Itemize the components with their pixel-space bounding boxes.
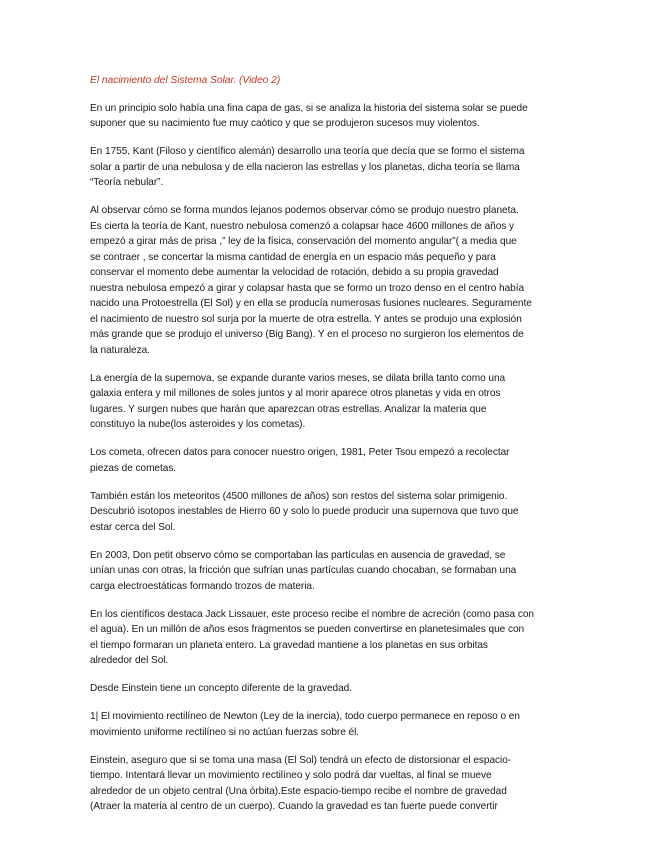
text-line: unían unas con otras, la fricción que sufrían unas partículas cuando chocaban, se formaban una: [90, 565, 517, 576]
text-line: En 1755, Kant (Filoso y científico alemán) desarrollo una teoría que decía que se formo el sistema: [90, 146, 525, 157]
text-line: (Atraer la materia al centro de un cuerpo). Cuando la gravedad es tan fuerte puede convertir: [90, 801, 498, 812]
text-line: se contraer , se concertar la misma cantidad de energía en un espacio más pequeño y para: [90, 251, 496, 263]
text-line: suponer que su nacimiento fue muy caótico y que se produjeron sucesos muy violentos.: [90, 118, 480, 129]
text-line: el tiempo formaran un planeta entero. La gravedad mantiene a los planetas en sus orbitas: [90, 639, 488, 651]
text-line: conservar el momento debe aumentar la velocidad de rotación, debido a su propia gravedad: [90, 267, 499, 278]
paragraph: [90, 607, 568, 669]
text-line: tiempo. Intentará llevar un movimiento rectilíneo y solo podrá dar vueltas, al final se mueve: [90, 770, 492, 781]
text-line: En un principio solo había una fina capa de gas, si se analiza la historia del sistema solar se puede: [90, 102, 528, 114]
text-line: alrededor del Sol.: [90, 655, 169, 666]
text-line: En 2003, Don petit observo cómo se comportaban las partículas en ausencia de gravedad, se: [90, 549, 506, 561]
text-line: La energía de la supernova, se expande durante varios meses, se dilata brilla tanto como una: [90, 372, 506, 384]
paragraph: [90, 371, 568, 433]
text-line: carga electroestáticas formando trozos de materia.: [90, 580, 315, 592]
text-line: movimiento uniforme rectilíneo si no actúan fuerzas sobre él.: [90, 726, 360, 738]
text-line: Los cometa, ofrecen datos para conocer nuestro origen, 1981, Peter Tsou empezó a recolectar: [90, 447, 510, 458]
text-line: Desde Einstein tiene un concepto diferente de la gravedad.: [90, 683, 352, 694]
paragraph: [90, 445, 568, 476]
text-line: estar cerca del Sol.: [90, 521, 176, 533]
text-line: alrededor de un objeto central (Una órbita).Este espacio-tiempo recibe el nombre de gravedad: [90, 785, 507, 797]
paragraph: [90, 144, 568, 191]
text-line: Es cierta la teoría de Kant, nuestro nebulosa comenzó a colapsar hace 4600 millones de años y: [90, 220, 515, 232]
paragraph: [90, 203, 568, 358]
text-line: solar a partir de una nebulosa y de ella nacieron las estrellas y los planetas, dicha teoría se llama: [90, 161, 520, 173]
text-line: lugares. Y surgen nubes que harán que aparezcan otras estrellas. Analizar la materia que: [90, 403, 487, 415]
paragraph-list: [90, 101, 568, 815]
paragraph: [90, 101, 568, 132]
paragraph: [90, 681, 568, 697]
text-line: galaxia entera y mil millones de soles juntos y al morir aparece otros planetas y vida en otros: [90, 388, 501, 399]
document-title: El nacimiento del Sistema Solar. (Video 2): [90, 75, 281, 86]
document-body: [90, 73, 568, 827]
text-line: Einstein, aseguro que si se toma una masa (El Sol) tendrá un efecto de distorsionar el espacio-: [90, 754, 512, 766]
text-line: piezas de cometas.: [90, 462, 177, 474]
paragraph: [90, 548, 568, 595]
text-line: más grande que se produjo el universo (Big Bang). Y en el proceso no surgieron los elementos de: [90, 329, 524, 340]
text-line: “Teoría nebular”.: [90, 177, 164, 188]
text-line: También están los meteoritos (4500 millones de años) son restos del sistema solar primigenio.: [90, 490, 508, 502]
paragraph: [90, 709, 568, 740]
text-line: Al observar cómo se forma mundos lejanos podemos observar cómo se produjo nuestro planeta.: [90, 205, 519, 216]
paragraph: [90, 753, 568, 815]
text-line: constituyo la nube(los asteroides y los cometas).: [90, 419, 306, 430]
text-line: el nacimiento de nuestro sol surja por la muerte de otra estrella. Y antes se produjo una explosión: [90, 313, 522, 325]
text-line: el agua). En un millón de años esos fragmentos se pueden convertirse en planetesimales que con: [90, 624, 525, 635]
text-line: empezó a girar más de prisa ,” ley de la física, conservación del momento angular”( a media que: [90, 236, 517, 247]
paragraph: [90, 489, 568, 536]
text-line: 1| El movimiento rectilíneo de Newton (Ley de la inercia), todo cuerpo permanece en reposo o en: [90, 711, 520, 722]
text-line: nacido una Protoestrella (El Sol) y en ella se producía numerosas fusiones nucleares. Seguramente: [90, 298, 532, 309]
text-line: Descubrió isotopos inestables de Hierro 60 y solo lo puede producir una supernova que tuvo que: [90, 506, 519, 517]
text-line: nuestra nebulosa empezó a girar y colapsar hasta que se formo un trozo denso en el centro había: [90, 282, 525, 294]
text-line: En los científicos destaca Jack Lissauer, este proceso recibe el nombre de acreción (como pasa con: [90, 608, 534, 620]
text-line: la naturaleza.: [90, 344, 150, 356]
